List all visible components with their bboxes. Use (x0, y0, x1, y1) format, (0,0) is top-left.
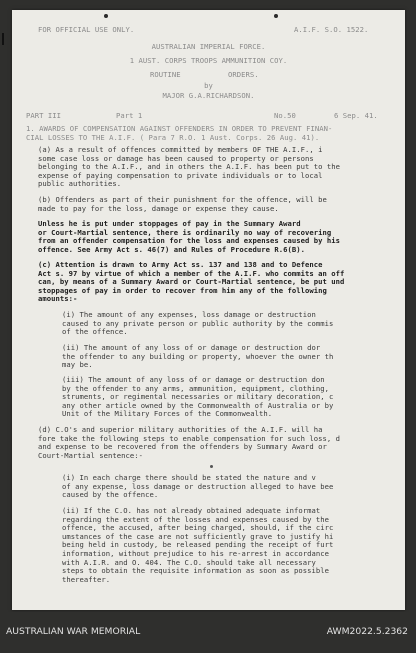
text-line: the offender to any building or property, whoever the owner th (62, 351, 334, 361)
text-line: Unit of the Military Forces of the Commonwealth. (62, 409, 273, 419)
company-heading: 1 AUST. CORPS TROOPS AMMUNITION COY. (129, 56, 288, 65)
order-number: No.50 (274, 111, 296, 120)
text-line: Act s. 97 by virtue of which a member of the A.I.F. who commits an off (38, 268, 345, 278)
text-line: with A.I.R. and O. 404. The C.O. should take all necessary (62, 557, 316, 567)
by-label: by (204, 81, 213, 90)
text-line: being held in custody, be released pending the receipt of furt (62, 540, 334, 550)
text-line: made to pay for the loss, damage or expense they cause. (38, 203, 279, 213)
clause-c-iii (62, 376, 333, 419)
text-line: fore take the following steps to enable compensation for such loss, d (38, 433, 341, 443)
text-line: (c) Attention is drawn to Army Act ss. 137 and 138 and to Defence (38, 260, 323, 269)
paragraph-a (38, 146, 340, 189)
clause-d-ii (62, 507, 333, 584)
staple-mark (2, 33, 4, 45)
text-line: (iii) The amount of any loss of or damage or destruction don (62, 375, 325, 384)
text-line: offence. See Army Act s. 46(7) and Rules of Procedure R.6(B). (38, 244, 306, 254)
text-line: and expense to be recovered from the offenders by Summary Award or (38, 442, 327, 452)
text-line: may be. (62, 360, 93, 370)
order-date: 6 Sep. 41. (334, 111, 378, 120)
order-section: PART III (26, 111, 62, 120)
orders-label: ORDERS. (228, 70, 259, 79)
text-line: public authorities. (38, 179, 122, 189)
text-line: by the offender to any arms, ammunition, equipment, clothing, (62, 383, 330, 393)
text-line: struments, or regimental necessaries or military decoration, c (62, 392, 334, 402)
text-line: any other article owned by the Commonwealth of Australia or by (62, 400, 334, 410)
punch-hole (274, 14, 278, 18)
clause-d-i (62, 474, 333, 500)
text-line: (d) C.O's and superior military authorities of the A.I.F. will ha (38, 425, 323, 434)
text-line: (ii) If the C.O. has not already obtained adequate informat (62, 506, 321, 515)
order-part: Part 1 (116, 111, 143, 120)
ink-dot (210, 465, 213, 468)
text-line: Unless he is put under stoppages of pay in the Summary Award (38, 219, 301, 228)
text-line: amounts:- (38, 294, 78, 304)
text-line: Court-Martial sentence:- (38, 450, 144, 460)
paragraph-d (38, 426, 340, 460)
text-line: of the offence. (62, 327, 128, 337)
order-title (26, 125, 332, 142)
text-line: can, by means of a Summary Award or Court-Martial sentence, be put und (38, 277, 345, 287)
text-line: of any expense, loss damage or destruction alleged to have bee (62, 481, 334, 491)
text-line: steps to obtain the requisite information as soon as possible (62, 566, 330, 576)
archive-name: AUSTRALIAN WAR MEMORIAL (6, 626, 141, 637)
title-line: 1. AWARDS OF COMPENSATION AGAINST OFFENDERS IN ORDER TO PREVENT FINAN- (26, 124, 333, 133)
text-line: (b) Offenders as part of their punishment for the offence, will be (38, 195, 327, 204)
paragraph-c (38, 261, 344, 304)
text-line: (i) The amount of any expenses, loss damage or destruction (62, 310, 316, 319)
text-line: some case loss or damage has been caused to property or persons (38, 153, 314, 163)
punch-hole (104, 14, 108, 18)
unit-heading: AUSTRALIAN IMPERIAL FORCE. (151, 42, 266, 51)
text-line: (ii) The amount of any loss of or damage or destruction dor (62, 343, 321, 352)
paragraph-b (38, 196, 327, 213)
routine-label: ROUTINE (150, 70, 181, 79)
text-line: expense of paying compensation to private individuals or to local (38, 170, 323, 180)
commander-name: MAJOR G.A.RICHARDSON. (162, 91, 255, 100)
clause-c-ii (62, 344, 333, 370)
text-line: information, without prejudice to his re-arrest in accordance (62, 548, 330, 558)
classification-label: FOR OFFICIAL USE ONLY. (38, 25, 135, 34)
text-line: umstances of the case are not sufficiently grave to justify hi (62, 531, 334, 541)
text-line: caused to any private person or public authority by the commis (62, 318, 334, 328)
text-line: (a) As a result of offences committed by members OF THE A.I.F., i (38, 145, 323, 154)
text-line: from an offender compensation for the loss and expenses caused by his (38, 236, 341, 246)
document-page (12, 10, 405, 610)
text-line: caused by the offence. (62, 490, 159, 500)
title-line: CIAL LOSSES TO THE A.I.F. ( Para 7 R.O. 1 Aust. Corps. 26 Aug. 41). (26, 132, 320, 142)
clause-c-i (62, 311, 333, 337)
text-line: (i) In each charge there should be stated the nature and v (62, 473, 316, 482)
paragraph-b-continued (38, 220, 340, 254)
archive-footer (0, 612, 416, 653)
text-line: stoppages of pay in order to recover from him any of the following (38, 285, 327, 295)
text-line: or Court-Martial sentence, there is ordinarily no way of recovering (38, 227, 332, 237)
text-line: belonging to the A.I.F., and in others the A.I.F. has been put to the (38, 162, 341, 172)
text-line: offence, the accused, after being charged, should, if the circ (62, 523, 334, 533)
serial-number: A.I.F. S.O. 1522. (294, 25, 369, 34)
archive-id: AWM2022.5.2362 (326, 626, 408, 637)
text-line: regarding the extent of the losses and expenses caused by the (62, 514, 330, 524)
text-line: thereafter. (62, 574, 111, 584)
